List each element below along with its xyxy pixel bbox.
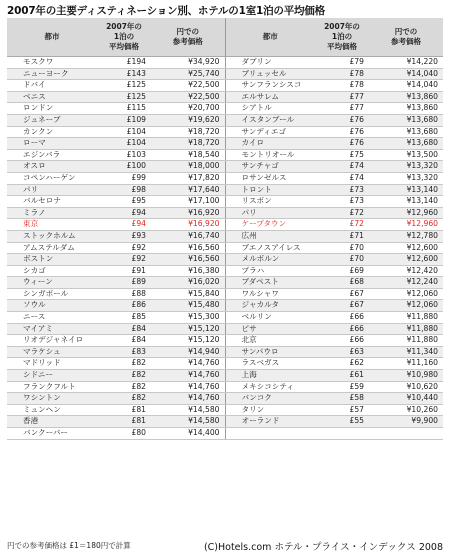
- avg-price-cell: £84: [97, 323, 151, 335]
- avg-price-cell: £74: [315, 172, 369, 184]
- city-cell: マイアミ: [7, 323, 97, 335]
- table-row: [7, 416, 443, 428]
- city-cell: モスクワ: [7, 57, 97, 69]
- ref-price-cell: ¥25,740: [151, 68, 225, 80]
- table-header-row: [7, 18, 443, 57]
- ref-price-cell: ¥19,620: [151, 114, 225, 126]
- hotel-price-table: [7, 18, 443, 440]
- ref-price-cell: ¥16,560: [151, 254, 225, 266]
- ref-price-cell: ¥22,500: [151, 91, 225, 103]
- avg-price-cell: £74: [315, 161, 369, 173]
- table-row: [7, 358, 443, 370]
- table-row: [7, 335, 443, 347]
- table-row: [7, 91, 443, 103]
- city-cell: 広州: [225, 230, 315, 242]
- ref-price-cell: ¥12,060: [369, 300, 443, 312]
- city-cell: サンパウロ: [225, 346, 315, 358]
- ref-price-cell: ¥14,400: [151, 428, 225, 440]
- page-title: 2007年の主要ディスティネーション別、ホテルの1室1泊の平均価格: [7, 5, 325, 17]
- avg-price-cell: [315, 428, 369, 440]
- table-row: [7, 114, 443, 126]
- avg-price-cell: £80: [97, 428, 151, 440]
- avg-price-cell: £57: [315, 404, 369, 416]
- ref-price-cell: ¥15,300: [151, 312, 225, 324]
- avg-price-cell: £86: [97, 300, 151, 312]
- ref-price-cell: ¥15,120: [151, 335, 225, 347]
- table-body: [7, 57, 443, 440]
- avg-price-cell: £95: [97, 196, 151, 208]
- ref-price-cell: ¥11,880: [369, 312, 443, 324]
- ref-price-cell: ¥11,880: [369, 323, 443, 335]
- table-row: [7, 207, 443, 219]
- table-row: [7, 242, 443, 254]
- ref-price-cell: ¥16,020: [151, 277, 225, 289]
- avg-price-cell: £81: [97, 404, 151, 416]
- footnote: 円での参考価格は £1＝180円で計算: [7, 541, 131, 550]
- avg-price-cell: £78: [315, 68, 369, 80]
- ref-price-cell: ¥16,740: [151, 230, 225, 242]
- avg-price-cell: £88: [97, 288, 151, 300]
- avg-price-cell: £85: [97, 312, 151, 324]
- table-row: [7, 312, 443, 324]
- ref-price-cell: ¥14,040: [369, 80, 443, 92]
- ref-price-cell: ¥14,220: [369, 57, 443, 69]
- ref-price-cell: ¥16,920: [151, 207, 225, 219]
- city-cell: サンフランシスコ: [225, 80, 315, 92]
- ref-price-cell: ¥12,600: [369, 242, 443, 254]
- table-row: [7, 428, 443, 440]
- ref-price-cell: ¥12,420: [369, 265, 443, 277]
- avg-price-cell: £72: [315, 219, 369, 231]
- city-cell: ジャカルタ: [225, 300, 315, 312]
- avg-price-cell: £73: [315, 196, 369, 208]
- table-row: [7, 404, 443, 416]
- city-cell: オーランド: [225, 416, 315, 428]
- ref-price-cell: ¥10,440: [369, 393, 443, 405]
- city-cell: 東京: [7, 219, 97, 231]
- avg-price-cell: £84: [97, 335, 151, 347]
- city-cell: モントリオール: [225, 149, 315, 161]
- avg-price-cell: £59: [315, 381, 369, 393]
- ref-price-cell: ¥18,000: [151, 161, 225, 173]
- ref-price-cell: [369, 428, 443, 440]
- city-cell: パリ: [7, 184, 97, 196]
- table-row: [7, 138, 443, 150]
- ref-price-cell: ¥22,500: [151, 80, 225, 92]
- ref-price-cell: ¥13,680: [369, 114, 443, 126]
- city-cell: ローマ: [7, 138, 97, 150]
- header-city-left: 都市: [7, 18, 97, 57]
- city-cell: リスボン: [225, 196, 315, 208]
- avg-price-cell: £55: [315, 416, 369, 428]
- ref-price-cell: ¥12,240: [369, 277, 443, 289]
- avg-price-cell: £70: [315, 242, 369, 254]
- avg-price-cell: £67: [315, 288, 369, 300]
- avg-price-cell: £89: [97, 277, 151, 289]
- city-cell: ベルリン: [225, 312, 315, 324]
- ref-price-cell: ¥16,560: [151, 242, 225, 254]
- city-cell: ダブリン: [225, 57, 315, 69]
- avg-price-cell: £194: [97, 57, 151, 69]
- table-row: [7, 161, 443, 173]
- ref-price-cell: ¥11,340: [369, 346, 443, 358]
- ref-price-cell: ¥17,820: [151, 172, 225, 184]
- city-cell: メルボルン: [225, 254, 315, 266]
- avg-price-cell: £66: [315, 335, 369, 347]
- avg-price-cell: £98: [97, 184, 151, 196]
- avg-price-cell: £82: [97, 393, 151, 405]
- ref-price-cell: ¥9,900: [369, 416, 443, 428]
- avg-price-cell: £70: [315, 254, 369, 266]
- city-cell: ロンドン: [7, 103, 97, 115]
- table-row: [7, 230, 443, 242]
- avg-price-cell: £61: [315, 370, 369, 382]
- city-cell: ボストン: [7, 254, 97, 266]
- city-cell: バルセロナ: [7, 196, 97, 208]
- ref-price-cell: ¥34,920: [151, 57, 225, 69]
- avg-price-cell: £78: [315, 80, 369, 92]
- city-cell: ブエノスアイレス: [225, 242, 315, 254]
- ref-price-cell: ¥11,880: [369, 335, 443, 347]
- city-cell: バンコク: [225, 393, 315, 405]
- table-row: [7, 381, 443, 393]
- ref-price-cell: ¥17,100: [151, 196, 225, 208]
- ref-price-cell: ¥13,320: [369, 172, 443, 184]
- avg-price-cell: £76: [315, 126, 369, 138]
- table-row: [7, 288, 443, 300]
- table-row: [7, 184, 443, 196]
- city-cell: [225, 428, 315, 440]
- avg-price-cell: £93: [97, 230, 151, 242]
- avg-price-cell: £81: [97, 416, 151, 428]
- city-cell: フランクフルト: [7, 381, 97, 393]
- city-cell: ベニス: [7, 91, 97, 103]
- avg-price-cell: £72: [315, 207, 369, 219]
- city-cell: サンディエゴ: [225, 126, 315, 138]
- city-cell: ワルシャワ: [225, 288, 315, 300]
- avg-price-cell: £77: [315, 91, 369, 103]
- city-cell: オスロ: [7, 161, 97, 173]
- city-cell: エルサレム: [225, 91, 315, 103]
- city-cell: マドリッド: [7, 358, 97, 370]
- ref-price-cell: ¥15,840: [151, 288, 225, 300]
- city-cell: ケープタウン: [225, 219, 315, 231]
- avg-price-cell: £125: [97, 91, 151, 103]
- avg-price-cell: £71: [315, 230, 369, 242]
- ref-price-cell: ¥18,720: [151, 126, 225, 138]
- ref-price-cell: ¥18,720: [151, 138, 225, 150]
- table-row: [7, 370, 443, 382]
- city-cell: コペンハーゲン: [7, 172, 97, 184]
- city-cell: ミュンヘン: [7, 404, 97, 416]
- avg-price-cell: £83: [97, 346, 151, 358]
- city-cell: トロント: [225, 184, 315, 196]
- ref-price-cell: ¥12,960: [369, 219, 443, 231]
- avg-price-cell: £92: [97, 254, 151, 266]
- ref-price-cell: ¥10,620: [369, 381, 443, 393]
- ref-price-cell: ¥14,940: [151, 346, 225, 358]
- city-cell: バンクーバー: [7, 428, 97, 440]
- ref-price-cell: ¥15,480: [151, 300, 225, 312]
- table-row: [7, 346, 443, 358]
- city-cell: カンクン: [7, 126, 97, 138]
- avg-price-cell: £103: [97, 149, 151, 161]
- avg-price-cell: £115: [97, 103, 151, 115]
- avg-price-cell: £104: [97, 126, 151, 138]
- table-row: [7, 103, 443, 115]
- avg-price-cell: £99: [97, 172, 151, 184]
- ref-price-cell: ¥13,680: [369, 126, 443, 138]
- ref-price-cell: ¥10,980: [369, 370, 443, 382]
- city-cell: アムステルダム: [7, 242, 97, 254]
- avg-price-cell: £73: [315, 184, 369, 196]
- city-cell: ピサ: [225, 323, 315, 335]
- avg-price-cell: £94: [97, 207, 151, 219]
- ref-price-cell: ¥13,680: [369, 138, 443, 150]
- table-row: [7, 149, 443, 161]
- avg-price-cell: £82: [97, 358, 151, 370]
- avg-price-cell: £79: [315, 57, 369, 69]
- city-cell: サンチャゴ: [225, 161, 315, 173]
- ref-price-cell: ¥17,640: [151, 184, 225, 196]
- ref-price-cell: ¥13,860: [369, 91, 443, 103]
- city-cell: ジュネーブ: [7, 114, 97, 126]
- table-row: [7, 219, 443, 231]
- avg-price-cell: £66: [315, 312, 369, 324]
- avg-price-cell: £82: [97, 381, 151, 393]
- city-cell: ストックホルム: [7, 230, 97, 242]
- city-cell: ニース: [7, 312, 97, 324]
- avg-price-cell: £94: [97, 219, 151, 231]
- city-cell: ウィーン: [7, 277, 97, 289]
- avg-price-cell: £143: [97, 68, 151, 80]
- city-cell: ロサンゼルス: [225, 172, 315, 184]
- avg-price-cell: £76: [315, 138, 369, 150]
- ref-price-cell: ¥10,260: [369, 404, 443, 416]
- header-city-right: 都市: [225, 18, 315, 57]
- avg-price-cell: £92: [97, 242, 151, 254]
- city-cell: プラハ: [225, 265, 315, 277]
- ref-price-cell: ¥16,380: [151, 265, 225, 277]
- city-cell: 香港: [7, 416, 97, 428]
- avg-price-cell: £125: [97, 80, 151, 92]
- table-row: [7, 57, 443, 69]
- table-row: [7, 323, 443, 335]
- ref-price-cell: ¥12,600: [369, 254, 443, 266]
- city-cell: リオデジャネイロ: [7, 335, 97, 347]
- city-cell: カイロ: [225, 138, 315, 150]
- city-cell: マラケシュ: [7, 346, 97, 358]
- city-cell: シンガポール: [7, 288, 97, 300]
- header-ref-price-left: 円での 参考価格: [151, 18, 225, 57]
- ref-price-cell: ¥14,760: [151, 370, 225, 382]
- header-avg-price-left: 2007年の 1泊の 平均価格: [97, 18, 151, 57]
- ref-price-cell: ¥13,140: [369, 196, 443, 208]
- city-cell: ニューヨーク: [7, 68, 97, 80]
- table-row: [7, 393, 443, 405]
- avg-price-cell: £104: [97, 138, 151, 150]
- table-row: [7, 300, 443, 312]
- ref-price-cell: ¥12,960: [369, 207, 443, 219]
- ref-price-cell: ¥16,920: [151, 219, 225, 231]
- avg-price-cell: £109: [97, 114, 151, 126]
- city-cell: イスタンブール: [225, 114, 315, 126]
- ref-price-cell: ¥14,760: [151, 393, 225, 405]
- ref-price-cell: ¥12,060: [369, 288, 443, 300]
- city-cell: ドバイ: [7, 80, 97, 92]
- city-cell: ミラノ: [7, 207, 97, 219]
- city-cell: エジンバラ: [7, 149, 97, 161]
- credit: (C)Hotels.com ホテル・プライス・インデックス 2008: [203, 542, 443, 553]
- city-cell: シカゴ: [7, 265, 97, 277]
- city-cell: パリ: [225, 207, 315, 219]
- city-cell: 上海: [225, 370, 315, 382]
- avg-price-cell: £62: [315, 358, 369, 370]
- city-cell: 北京: [225, 335, 315, 347]
- table-row: [7, 68, 443, 80]
- ref-price-cell: ¥14,580: [151, 404, 225, 416]
- ref-price-cell: ¥13,140: [369, 184, 443, 196]
- ref-price-cell: ¥14,760: [151, 381, 225, 393]
- city-cell: ブダペスト: [225, 277, 315, 289]
- ref-price-cell: ¥18,540: [151, 149, 225, 161]
- ref-price-cell: ¥13,500: [369, 149, 443, 161]
- ref-price-cell: ¥12,780: [369, 230, 443, 242]
- city-cell: タリン: [225, 404, 315, 416]
- avg-price-cell: £100: [97, 161, 151, 173]
- ref-price-cell: ¥15,120: [151, 323, 225, 335]
- ref-price-cell: ¥20,700: [151, 103, 225, 115]
- avg-price-cell: £82: [97, 370, 151, 382]
- table-row: [7, 172, 443, 184]
- table-row: [7, 126, 443, 138]
- avg-price-cell: £77: [315, 103, 369, 115]
- avg-price-cell: £91: [97, 265, 151, 277]
- ref-price-cell: ¥13,320: [369, 161, 443, 173]
- avg-price-cell: £76: [315, 114, 369, 126]
- city-cell: ワシントン: [7, 393, 97, 405]
- avg-price-cell: £58: [315, 393, 369, 405]
- header-avg-price-right: 2007年の 1泊の 平均価格: [315, 18, 369, 57]
- table-row: [7, 265, 443, 277]
- table-row: [7, 254, 443, 266]
- ref-price-cell: ¥11,160: [369, 358, 443, 370]
- city-cell: メキシコシティ: [225, 381, 315, 393]
- city-cell: ブリュッセル: [225, 68, 315, 80]
- table-row: [7, 277, 443, 289]
- city-cell: シドニー: [7, 370, 97, 382]
- avg-price-cell: £66: [315, 323, 369, 335]
- avg-price-cell: £69: [315, 265, 369, 277]
- ref-price-cell: ¥13,860: [369, 103, 443, 115]
- avg-price-cell: £68: [315, 277, 369, 289]
- city-cell: シアトル: [225, 103, 315, 115]
- avg-price-cell: £75: [315, 149, 369, 161]
- avg-price-cell: £67: [315, 300, 369, 312]
- ref-price-cell: ¥14,040: [369, 68, 443, 80]
- city-cell: ソウル: [7, 300, 97, 312]
- header-ref-price-right: 円での 参考価格: [369, 18, 443, 57]
- table-row: [7, 196, 443, 208]
- table-row: [7, 80, 443, 92]
- ref-price-cell: ¥14,580: [151, 416, 225, 428]
- ref-price-cell: ¥14,760: [151, 358, 225, 370]
- avg-price-cell: £63: [315, 346, 369, 358]
- city-cell: ラスベガス: [225, 358, 315, 370]
